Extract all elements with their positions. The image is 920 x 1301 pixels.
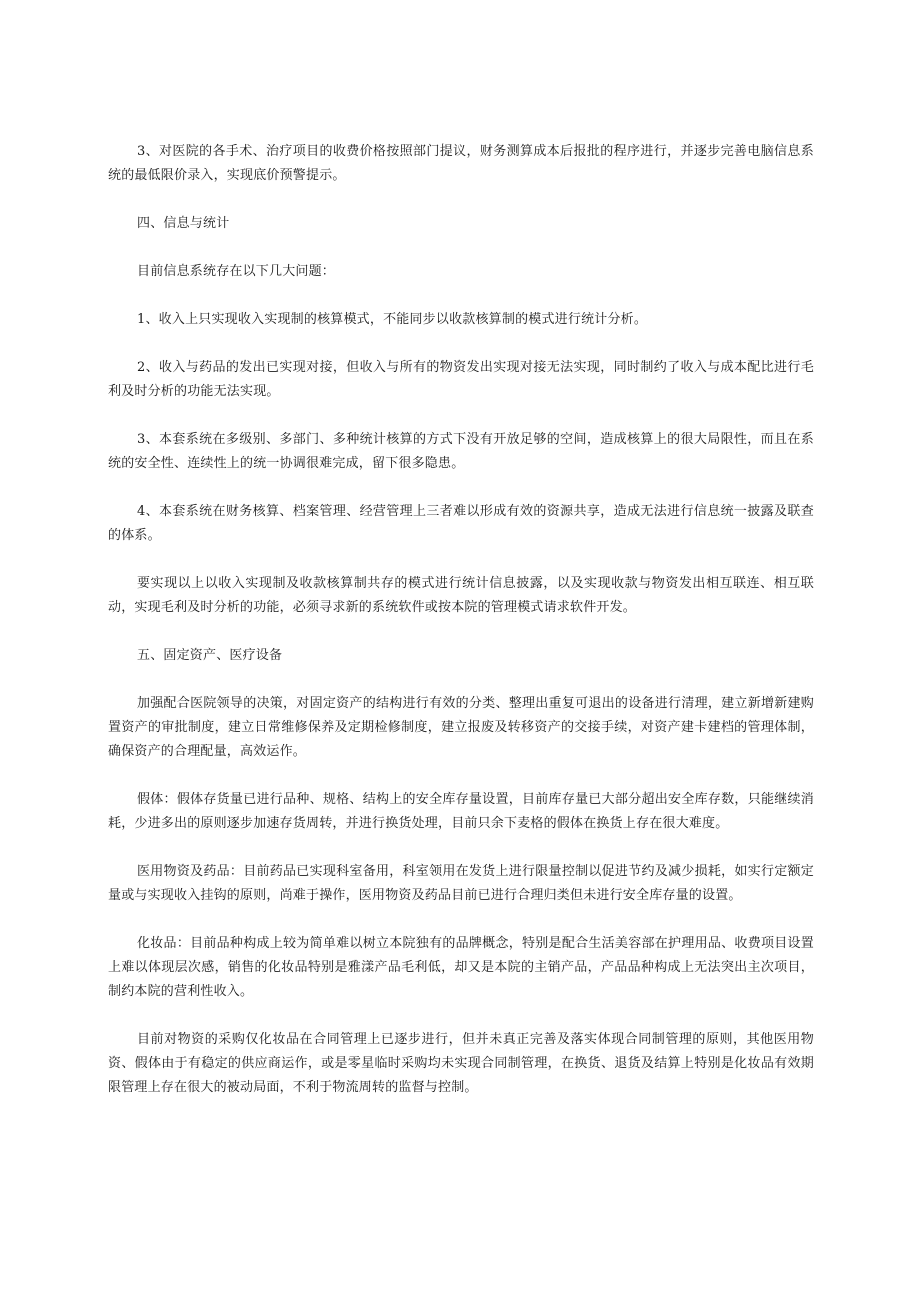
- paragraph-item-3-pricing: 3、对医院的各手术、治疗项目的收费价格按照部门提议，财务测算成本后报批的程序进行，并逐步完善电脑信息系统的最低限价录入，实现底价预警提示。: [108, 144, 814, 183]
- section-heading-fixed-assets: 五、固定资产、医疗设备: [137, 648, 283, 663]
- document-body: [108, 140, 814, 1124]
- paragraph-system-problems-intro: 目前信息系统存在以下几大问题：: [137, 264, 336, 279]
- paragraph-problem-1: 1、收入上只实现收入实现制的核算模式，不能同步以收款核算制的模式进行统计分析。: [137, 312, 648, 327]
- paragraph-problem-2: 2、收入与药品的发出已实现对接，但收入与所有的物资发出实现对接无法实现，同时制约了收入与成本配比进行毛利及时分析的功能无法实现。: [108, 360, 814, 399]
- paragraph-system-solution: 要实现以上以收入实现制及收款核算制共存的模式进行统计信息披露，以及实现收款与物资发出相互联连、相互联动，实现毛利及时分析的功能，必须寻求新的系统软件或按本院的管理模式请求软件开发。: [108, 576, 814, 615]
- section-heading-information-statistics: 四、信息与统计: [137, 216, 230, 231]
- paragraph-procurement-contracts: 目前对物资的采购仅化妆品在合同管理上已逐步进行，但并未真正完善及落实体现合同制管理的原则，其他医用物资、假体由于有稳定的供应商运作，或是零星临时采购均未实现合同制管理，在换货、退货及结算上特别是化妆品有效期限管理上存在很大的被动局面，不利于物流周转的监督与控制。: [108, 1032, 814, 1095]
- paragraph-problem-3: 3、本套系统在多级别、多部门、多种统计核算的方式下没有开放足够的空间，造成核算上的很大局限性，而且在系统的安全性、连续性上的统一协调很难完成，留下很多隐患。: [108, 432, 814, 471]
- paragraph-cosmetics: 化妆品：目前品种构成上较为简单难以树立本院独有的品牌概念，特别是配合生活美容部在护理用品、收费项目设置上难以体现层次感，销售的化妆品特别是雅漾产品毛利低，却又是本院的主销产品，产品品种构成上无法突出主次项目，制约本院的营利性收入。: [108, 936, 814, 999]
- paragraph-medical-supplies: 医用物资及药品：目前药品已实现科室备用，科室领用在发货上进行限量控制以促进节约及减少损耗，如实行定额定量或与实现收入挂钩的原则，尚难于操作，医用物资及药品目前已进行合理归类但未进行安全库存量的设置。: [108, 864, 814, 903]
- paragraph-fixed-assets-management: 加强配合医院领导的决策，对固定资产的结构进行有效的分类、整理出重复可退出的设备进行清理，建立新增新建购置资产的审批制度，建立日常维修保养及定期检修制度，建立报废及转移资产的交接手续，对资产建卡建档的管理体制，确保资产的合理配量，高效运作。: [108, 696, 814, 759]
- paragraph-problem-4: 4、本套系统在财务核算、档案管理、经营管理上三者难以形成有效的资源共享，造成无法进行信息统一披露及联查的体系。: [108, 504, 814, 543]
- paragraph-prosthesis: 假体：假体存货量已进行品种、规格、结构上的安全库存量设置，目前库存量已大部分超出安全库存数，只能继续消耗，少进多出的原则逐步加速存货周转，并进行换货处理，目前只余下麦格的假体在换货上存在很大难度。: [108, 792, 814, 831]
